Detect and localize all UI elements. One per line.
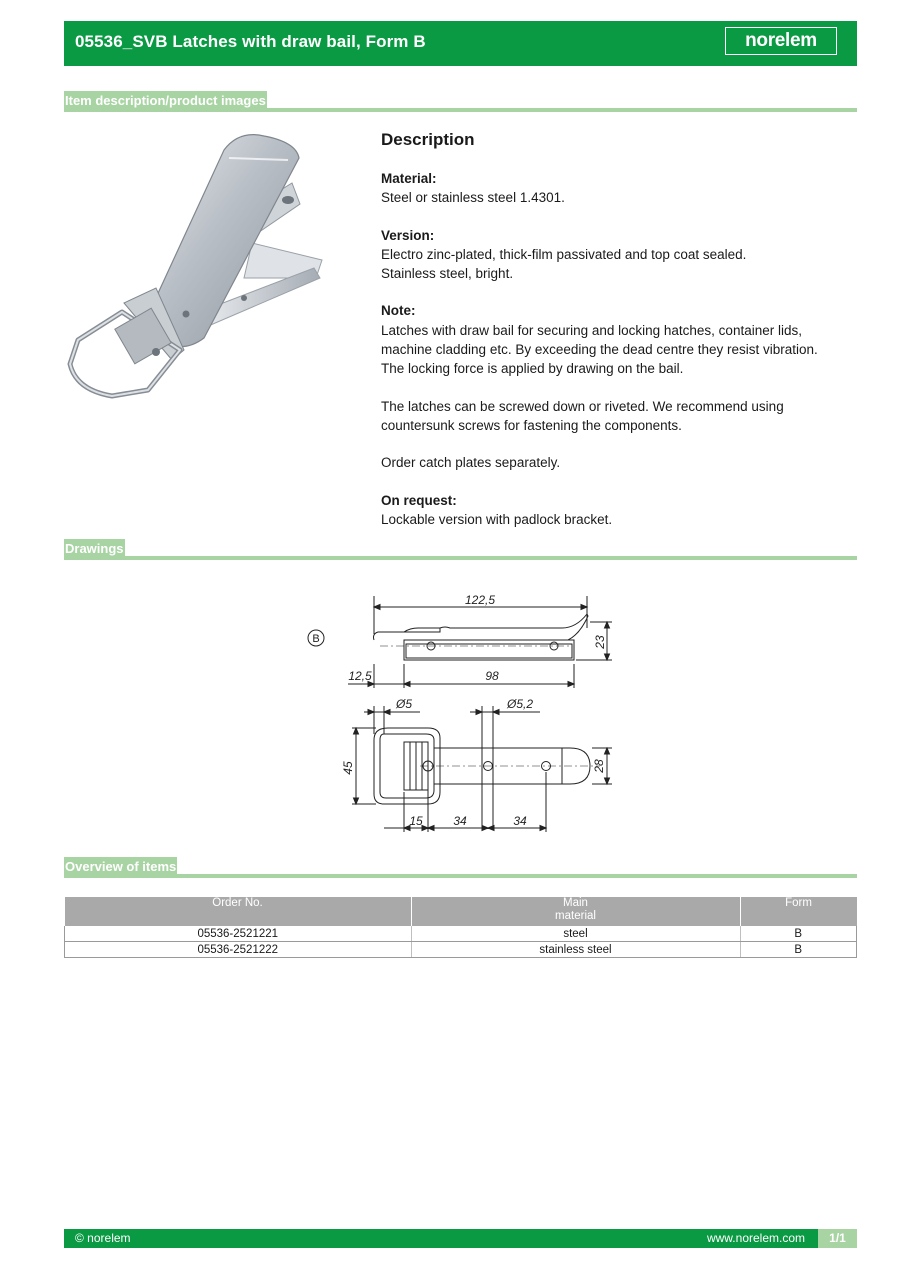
dim-34a: 34 xyxy=(453,814,467,828)
note-block xyxy=(381,301,851,378)
footer-bar xyxy=(64,1229,857,1248)
section-drawings xyxy=(64,539,857,561)
dim-offset: 12,5 xyxy=(348,669,372,683)
dim-length-base: 98 xyxy=(485,669,499,683)
on-request-block xyxy=(381,491,851,530)
section-rule xyxy=(64,556,857,560)
col-header-form: Form xyxy=(740,897,857,926)
note-paragraph: The latches can be screwed down or riveted. We recommend using countersunk screws for fastening the components. xyxy=(381,398,784,433)
note-paragraph: Order catch plates separately. xyxy=(381,455,561,471)
note-paragraph: The locking force is applied by drawing on the bail. xyxy=(381,361,684,377)
section-label: Item description/product images xyxy=(65,93,266,108)
dim-15: 15 xyxy=(409,814,423,828)
version-line: Stainless steel, bright. xyxy=(381,266,514,282)
col-header-main-line1: Main xyxy=(563,897,588,909)
col-header-order-no: Order No. xyxy=(65,897,412,926)
dim-length-total: 122,5 xyxy=(464,593,496,607)
version-line: Electro zinc-plated, thick-film passivated and top coat sealed. xyxy=(381,246,747,262)
dim-height: 23 xyxy=(593,635,607,649)
latch-photo xyxy=(64,128,334,408)
form-marker-label: B xyxy=(312,633,320,645)
section-label: Drawings xyxy=(65,541,124,556)
dim-34b: 34 xyxy=(513,814,527,828)
table-row[interactable] xyxy=(65,942,857,958)
table-header-row xyxy=(65,897,857,926)
cell-material: steel xyxy=(411,926,740,942)
page-number: 1/1 xyxy=(818,1229,857,1248)
note-block-3 xyxy=(381,453,851,472)
technical-drawing xyxy=(300,588,630,838)
page-title: 05536_SVB Latches with draw bail, Form B xyxy=(75,32,426,51)
cell-order-no: 05536-2521221 xyxy=(65,926,412,942)
section-rule xyxy=(64,874,857,878)
drawing-svg xyxy=(300,588,630,838)
note-paragraph: Latches with draw bail for securing and locking hatches, container lids, machine cladding etc. By exceeding the dead centre they resist vibration. xyxy=(381,322,818,358)
cell-material: stainless steel xyxy=(411,942,740,958)
cell-order-no: 05536-2521222 xyxy=(65,942,412,958)
col-header-main-line2: material xyxy=(555,910,596,922)
version-label: Version: xyxy=(381,227,435,243)
section-label: Overview of items xyxy=(65,859,177,874)
material-label: Material: xyxy=(381,171,437,186)
dim-hole-large: Ø5,2 xyxy=(506,697,534,711)
description-panel xyxy=(381,128,851,547)
material-text: Steel or stainless steel 1.4301. xyxy=(381,190,565,206)
note-label: Note: xyxy=(381,303,416,319)
brand-logo[interactable]: norelem xyxy=(725,27,837,55)
section-overview xyxy=(64,857,857,879)
col-header-main-material xyxy=(411,897,740,926)
dim-width-body: 28 xyxy=(592,759,606,773)
description-heading: Description xyxy=(381,130,475,149)
on-request-text: Lockable version with padlock bracket. xyxy=(381,511,613,527)
on-request-label: On request: xyxy=(381,492,457,508)
table-row[interactable] xyxy=(65,926,857,942)
footer-copyright: © norelem xyxy=(75,1231,131,1245)
dim-width-bail: 45 xyxy=(341,761,355,775)
version-block xyxy=(381,226,851,284)
product-image xyxy=(64,128,334,408)
header-bar xyxy=(64,21,857,66)
cell-form: B xyxy=(740,926,857,942)
footer-url-link[interactable]: www.norelem.com xyxy=(706,1231,805,1245)
material-block xyxy=(381,169,851,208)
items-table xyxy=(64,897,857,958)
note-block-2 xyxy=(381,397,851,436)
section-item-description xyxy=(64,91,857,113)
dim-hole-small: Ø5 xyxy=(395,697,413,711)
cell-form: B xyxy=(740,942,857,958)
